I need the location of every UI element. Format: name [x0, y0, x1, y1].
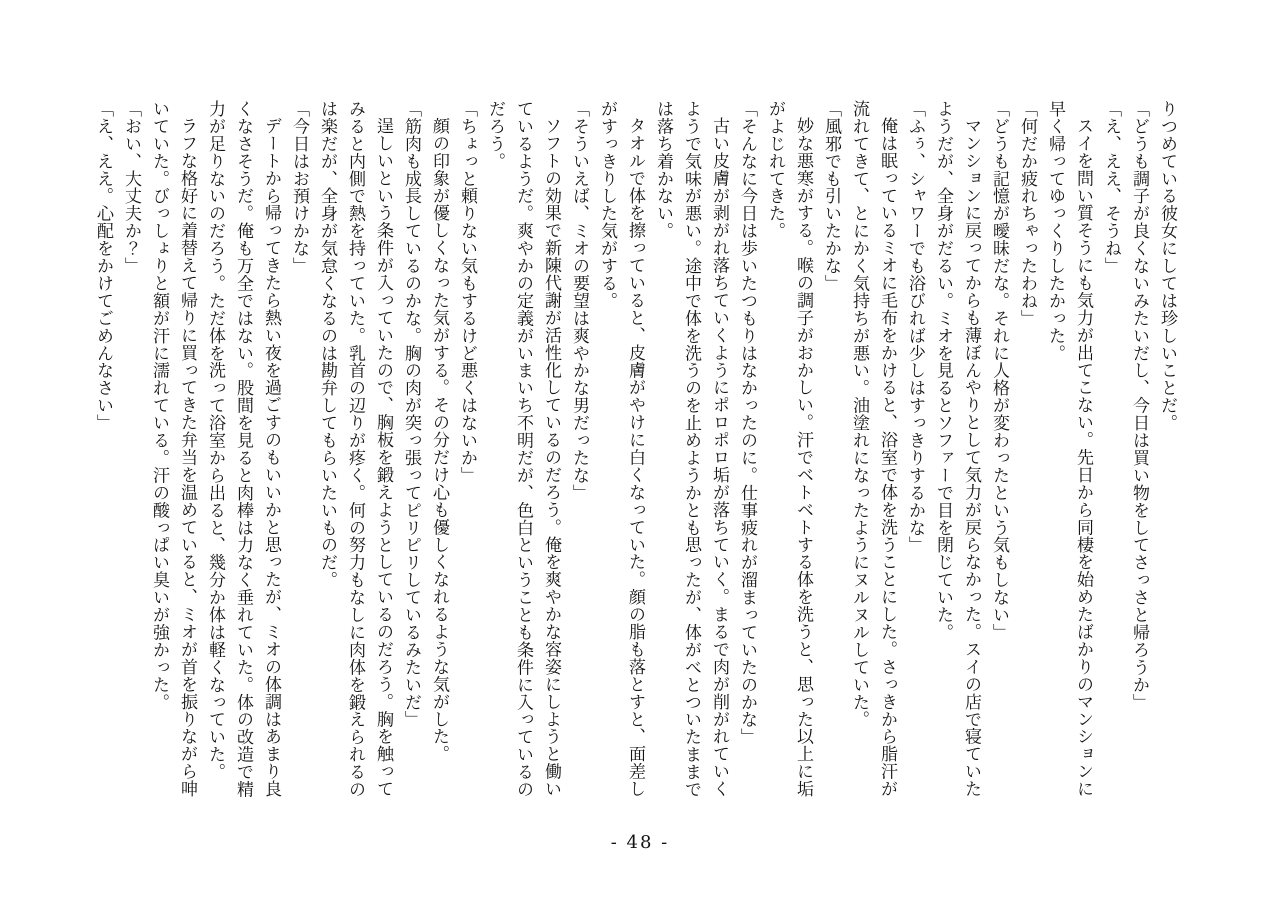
paragraph: 俺は眠っているミオに毛布をかけると、浴室で体を洗うことにした。さっきから脂汗が流れてきて、とにかく気持ちが悪い。油塗れになったようにヌルヌルしていた。: [849, 100, 897, 798]
paragraph: 「おい、大丈夫か？」: [121, 100, 141, 275]
paragraph: 「風邪でも引いたかな」: [821, 100, 841, 292]
paragraph: 妙な悪寒がする。喉の調子がおかしい。汗でベトベトする体を洗うと、思った以上に垢がよじれてきた。: [765, 100, 813, 798]
paragraph: デートから帰ってきたら熱い夜を過ごすのもいいかと思ったが、ミオの体調はあまり良くなさそうだ。俺も万全ではない。股間を見ると肉棒は力なく垂れていた。体の改造で精力が足りないのだろう。ただ体を洗って浴室から出ると、幾分か体は軽くなっていた。: [205, 100, 281, 798]
paragraph: 「ちょっと頼りない気もするけど悪くはないか」: [457, 100, 477, 484]
paragraph: 「どうも記憶が曖昧だな。それに人格が変わったという気もしない」: [989, 100, 1009, 641]
paragraph: 古い皮膚が剥がれ落ちていくようにポロポロ垢が落ちていく。まるで肉が削がれていくようで気味が悪い。途中で体を洗うのを止めようかとも思ったが、体がべとついたままでは落ち着かない。: [653, 100, 729, 798]
paragraph: マンションに戻ってからも薄ぼんやりとして気力が戻らなかった。スイの店で寝ていたようだが、全身がだるい。ミオを見るとソファーで目を閉じていた。: [933, 100, 981, 798]
paragraph: 「そんなに今日は歩いたつもりはなかったのに。仕事疲れが溜まっていたのかな」: [737, 100, 757, 746]
paragraph: りつめている彼女にしては珍しいことだ。: [1157, 100, 1177, 432]
paragraph: 「筋肉も成長しているのかな。胸の肉が突っ張ってピリピリしているみたいだ」: [401, 100, 421, 729]
page-number: - 48 -: [610, 832, 670, 853]
paragraph: 「どうも調子が良くないみたいだし、今日は買い物をしてさっさと帰ろうか」: [1129, 100, 1149, 711]
paragraph: 「ふぅ、シャワーでも浴びれば少しはすっきりするかな」: [905, 100, 925, 554]
paragraph: 「そういえば、ミオの要望は爽やかな男だったな」: [569, 100, 589, 502]
paragraph: ソフトの効果で新陳代謝が活性化しているのだろう。俺を爽やかな容姿にしようと働いているようだ。爽やかの定義がいまいち不明だが、色白ということも条件に入っているのだろう。: [485, 100, 561, 798]
paragraph: 逞しいという条件が入っていたので、胸板を鍛えようとしているのだろう。胸を触ってみると内側で熱を持っていた。乳首の辺りが疼く。何の努力もなしに肉体を鍛えられるのは楽だが、全身が気怠くなるのは勘弁してもらいたいものだ。: [317, 100, 393, 798]
paragraph: 「え、ええ。心配をかけてごめんなさい」: [93, 100, 113, 432]
paragraph: 顔の印象が優しくなった気がする。その分だけ心も優しくなれるような気がした。: [429, 117, 449, 763]
vertical-text-area: [89, 100, 1181, 800]
paragraph: スイを問い質そうにも気力が出てこない。先日から同棲を始めたばかりのマンションに早く帰ってゆっくりしたかった。: [1045, 100, 1093, 798]
paragraph: 「今日はお預けかな」: [289, 100, 309, 275]
paragraph: 「え、ええ、そうね」: [1101, 100, 1121, 275]
paragraph: タオルで体を擦っていると、皮膚がやけに白くなっていた。顔の脂も落とすと、面差しがすっきりした気がする。: [597, 100, 645, 798]
paragraph: ラフな格好に着替えて帰りに買ってきた弁当を温めていると、ミオが首を振りながら呻いていた。びっしょりと額が汗に濡れている。汗の酸っぱい臭いが強かった。: [149, 100, 197, 798]
paragraph: 「何だか疲れちゃったわね」: [1017, 100, 1037, 327]
